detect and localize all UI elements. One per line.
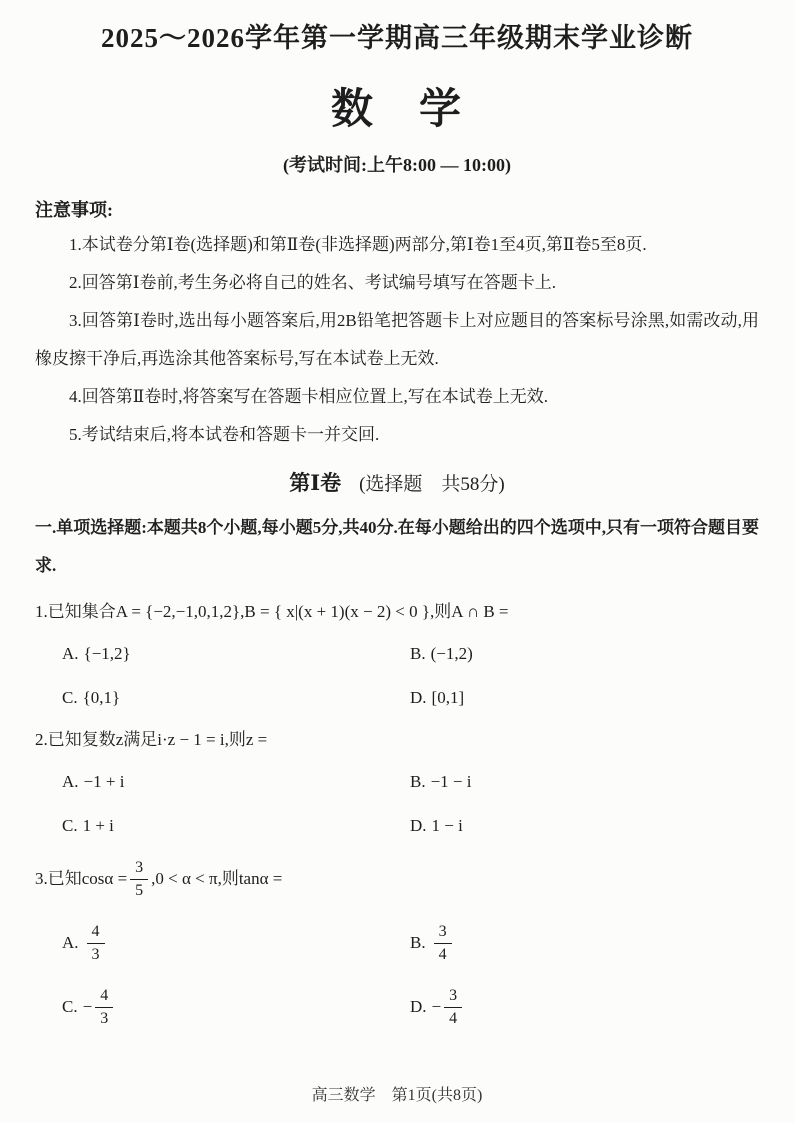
option-label: D. xyxy=(410,688,427,707)
question-3-option-b xyxy=(410,917,759,969)
fraction-denominator: 4 xyxy=(438,945,447,963)
section1-heading xyxy=(35,466,759,503)
option-sign: − xyxy=(431,997,442,1016)
notice-item-1: 1.本试卷分第Ⅰ卷(选择题)和第Ⅱ卷(非选择题)两部分,第Ⅰ卷1至4页,第Ⅱ卷5至8页. xyxy=(69,235,647,254)
question-3-stem-post: ,0 < α < π,则tanα = xyxy=(151,869,283,888)
option-text: {0,1} xyxy=(82,688,121,707)
question-2-option-c xyxy=(62,811,410,841)
notice-item-3: 3.回答第Ⅰ卷时,选出每小题答案后,用2B铅笔把答题卡上对应题目的答案标号涂黑,如需改动,用橡皮擦干净后,再选涂其他答案标号,写在本试卷上无效. xyxy=(35,311,759,368)
option-label: A. xyxy=(62,933,79,952)
option-label: D. xyxy=(410,816,427,835)
fraction xyxy=(87,922,105,963)
option-label: A. xyxy=(62,772,79,791)
part1-instruction: 一.单项选择题:本题共8个小题,每小题5分,共40分.在每小题给出的四个选项中,只有一项符合题目要求. xyxy=(35,518,759,575)
section1-heading-main: 第Ⅰ卷 xyxy=(289,471,342,495)
fraction-numerator: 3 xyxy=(130,858,148,879)
question-3-stem xyxy=(35,853,759,905)
fraction-denominator: 5 xyxy=(135,881,144,899)
question-2-option-b xyxy=(410,767,759,797)
notice-item-5: 5.考试结束后,将本试卷和答题卡一并交回. xyxy=(69,425,380,444)
fraction-denominator: 3 xyxy=(91,945,100,963)
option-label: C. xyxy=(62,816,78,835)
fraction-denominator: 3 xyxy=(100,1009,109,1027)
fraction xyxy=(95,986,113,1027)
option-label: D. xyxy=(410,997,427,1016)
question-1 xyxy=(35,597,759,713)
option-text: 1 − i xyxy=(431,816,463,835)
question-1-stem: 1.已知集合A = {−2,−1,0,1,2},B = { x|(x + 1)(x − 2) < 0 },则A ∩ B = xyxy=(35,602,509,621)
question-2-option-a xyxy=(62,767,410,797)
question-2-option-d xyxy=(410,811,759,841)
fraction-numerator: 3 xyxy=(444,986,462,1007)
question-2-stem: 2.已知复数z满足i·z − 1 = i,则z = xyxy=(35,730,268,749)
question-3-option-c xyxy=(62,981,410,1033)
exam-session-title: 2025～2026学年第一学期高三年级期末学业诊断 xyxy=(101,23,693,53)
subject-title: 数 学 xyxy=(330,87,463,133)
fraction-numerator: 4 xyxy=(87,922,105,943)
notices-label: 注意事项: xyxy=(35,200,113,220)
page-footer: 高三数学 第1页(共8页) xyxy=(311,1087,483,1104)
option-text: −1 − i xyxy=(430,772,472,791)
question-1-options xyxy=(62,639,759,713)
question-3-stem-pre: 3.已知cosα = xyxy=(35,869,128,888)
fraction xyxy=(434,922,452,963)
option-text: 1 + i xyxy=(82,816,114,835)
question-2-options xyxy=(62,767,759,841)
fraction-numerator: 3 xyxy=(434,922,452,943)
notice-item-2: 2.回答第Ⅰ卷前,考生务必将自己的姓名、考试编号填写在答题卡上. xyxy=(69,273,556,292)
option-text: −1 + i xyxy=(83,772,125,791)
fraction-denominator: 4 xyxy=(449,1009,458,1027)
question-1-option-c xyxy=(62,683,410,713)
fraction xyxy=(130,858,148,899)
option-label: C. xyxy=(62,688,78,707)
option-text: {−1,2} xyxy=(83,644,131,663)
question-3-option-d xyxy=(410,981,759,1033)
exam-time-note: (考试时间:上午8:00 — 10:00) xyxy=(283,155,511,175)
question-1-option-a xyxy=(62,639,410,669)
fraction-numerator: 4 xyxy=(95,986,113,1007)
notices-section xyxy=(35,194,759,454)
question-1-option-d xyxy=(410,683,759,713)
option-label: A. xyxy=(62,644,79,663)
question-1-option-b xyxy=(410,639,759,669)
option-text: [0,1] xyxy=(431,688,465,707)
option-text: (−1,2) xyxy=(430,644,473,663)
option-label: B. xyxy=(410,772,426,791)
question-3-options xyxy=(62,917,759,1033)
section1-heading-sub: (选择题 共58分) xyxy=(359,474,505,495)
option-label: C. xyxy=(62,997,78,1016)
question-3 xyxy=(35,853,759,1033)
option-label: B. xyxy=(410,644,426,663)
option-label: B. xyxy=(410,933,426,952)
question-2 xyxy=(35,725,759,841)
question-3-option-a xyxy=(62,917,410,969)
option-sign: − xyxy=(82,997,93,1016)
notice-item-4: 4.回答第Ⅱ卷时,将答案写在答题卡相应位置上,写在本试卷上无效. xyxy=(69,387,549,406)
fraction xyxy=(444,986,462,1027)
